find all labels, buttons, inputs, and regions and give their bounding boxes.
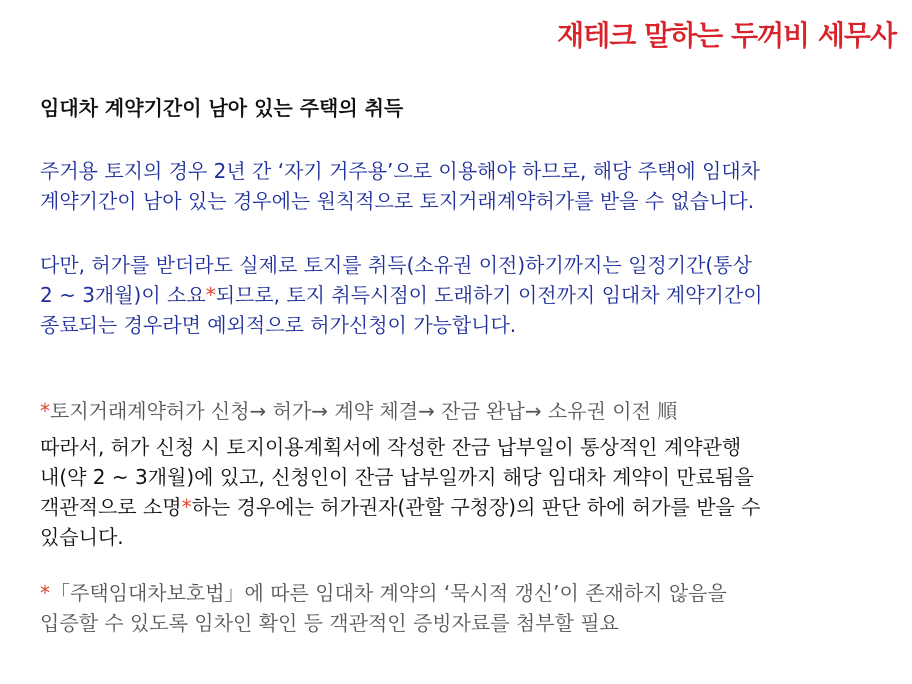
paragraph-residential-use [40,156,880,216]
paragraph-exception [40,250,880,340]
paragraph-line: 내(약 2 ~ 3개월)에 있고, 신청인이 잔금 납부일까지 해당 임대차 계약이 만료됨을 [40,465,754,489]
asterisk-marker: * [40,581,50,605]
paragraph-line [40,396,880,426]
paragraph-line: 있습니다. [40,525,124,549]
section-heading: 임대차 계약기간이 남아 있는 주택의 취득 [40,96,404,120]
text-segment: 토지거래계약허가 신청→ 허가→ 계약 체결→ 잔금 완납→ 소유권 이전 順 [50,399,678,423]
text-segment: 되므로, 토지 취득시점이 도래하기 이전까지 임대차 계약기간이 [215,283,763,307]
paragraph-line: 따라서, 허가 신청 시 토지이용계획서에 작성한 잔금 납부일이 통상적인 계약관행 [40,435,742,459]
paragraph-line: 다만, 허가를 받더라도 실제로 토지를 취득(소유권 이전)하기까지는 일정기간(통상 [40,253,752,277]
paragraph-line: 종료되는 경우라면 예외적으로 허가신청이 가능합니다. [40,313,517,337]
asterisk-marker: * [40,399,50,423]
text-segment: 하는 경우에는 허가권자(관할 구청장)의 판단 하에 허가를 받을 수 [191,495,761,519]
paragraph-conclusion [40,432,880,552]
footnote-procedure [40,396,880,426]
text-segment: 「주택임대차보호법」에 따른 임대차 계약의 ‘묵시적 갱신’이 존재하지 않음을 [50,581,727,605]
paragraph-line: 계약기간이 남아 있는 경우에는 원칙적으로 토지거래계약허가를 받을 수 없습니다. [40,189,755,213]
text-segment: 2 ~ 3개월)이 소요 [40,283,206,307]
paragraph-line: 주거용 토지의 경우 2년 간 ‘자기 거주용’으로 이용해야 하므로, 해당 주택에 임대차 [40,159,760,183]
asterisk-marker: * [181,495,192,519]
text-segment: 객관적으로 소명 [40,495,182,519]
asterisk-marker: * [205,283,216,307]
paragraph-line [40,578,880,608]
paragraph-line: 입증할 수 있도록 임차인 확인 등 객관적인 증빙자료를 첨부할 필요 [40,611,619,635]
brand-title: 재테크 말하는 두꺼비 세무사 [557,19,896,52]
footnote-evidence [40,578,880,638]
paragraph-line [40,280,880,310]
paragraph-line [40,492,880,522]
